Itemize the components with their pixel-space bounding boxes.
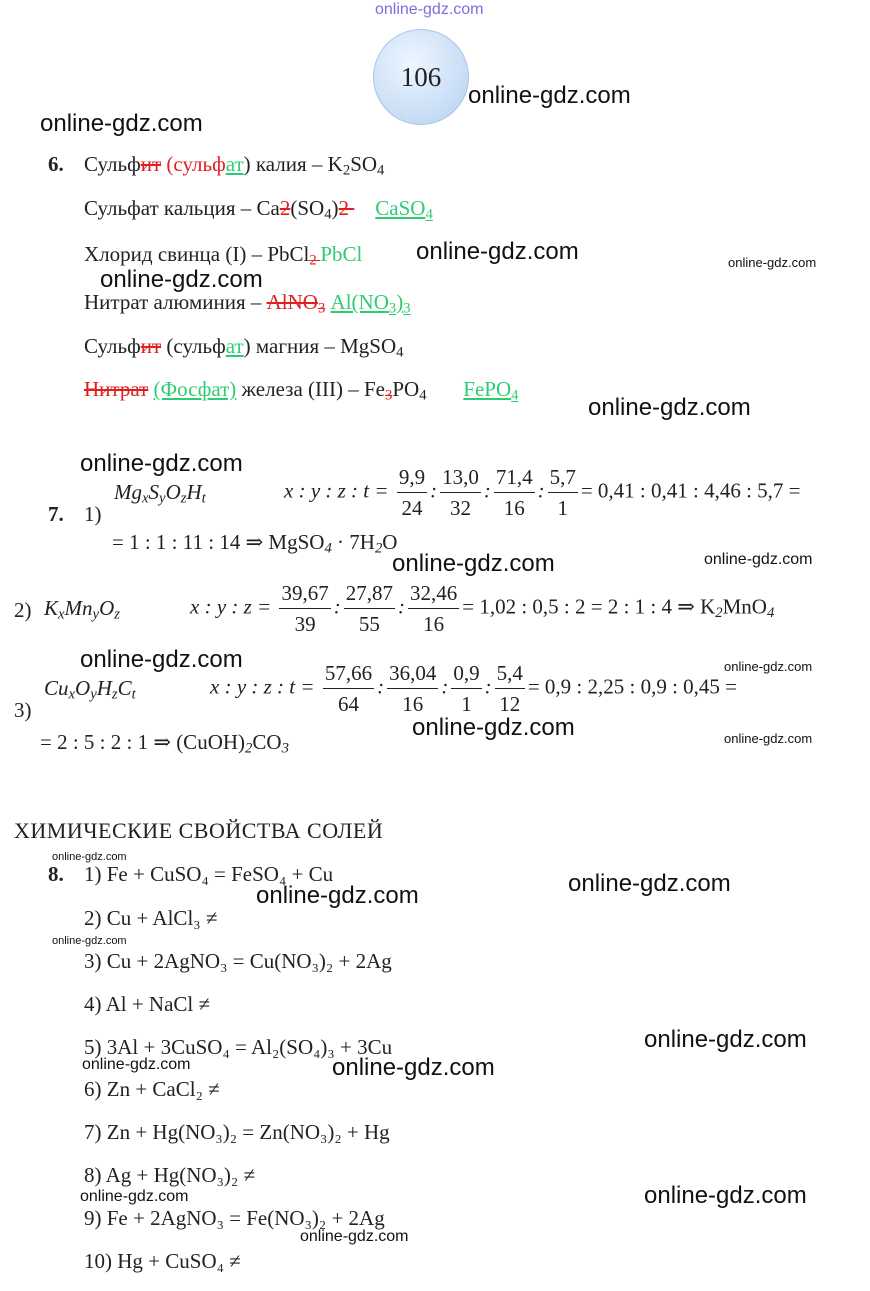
page-number-badge: 106 (373, 29, 469, 125)
task-8-item: 6) Zn + CaCl₂ ≠ (84, 1077, 220, 1101)
watermark: online-gdz.com (52, 851, 127, 863)
watermark: online-gdz.com (412, 714, 575, 741)
task-8-item: 2) Cu + AlCl₃ ≠ (84, 906, 218, 930)
task-8-number: 8. (48, 862, 64, 886)
task-8-item: 1) Fe + CuSO₄ = FeSO₄ + Cu (84, 862, 334, 886)
task-7-number: 7. (48, 502, 64, 526)
watermark: online-gdz.com (80, 450, 243, 477)
task-7-part-2-label: 2) (14, 598, 32, 622)
watermark: online-gdz.com (392, 550, 555, 577)
task-7-ratio-3: x : y : z : t = $\frac{57,66}{64}$ : $\frac{36,04}{16}$ : $\frac{0,9}{1}$ : $\frac{5,4}{12}$ = 0,9 : 2,25 : 0,9 : 0,45 = (210, 658, 737, 719)
watermark: online-gdz.com (644, 1182, 807, 1209)
task-6-line-2: Сульфат кальция – $Ca2(SO_4)2$ CaSO$_4$ (84, 196, 433, 223)
watermark: online-gdz.com (724, 659, 813, 674)
task-7-ratio-2: x : y : z = $\frac{39,67}{39}$ : $\frac{27,87}{55}$ : $\frac{32,46}{16}$ = 1,02 : 0,5 : 2 = 2 : 1 : 4 ⇒ $K_2MnO_4$ (190, 578, 774, 639)
watermark: online-gdz.com (256, 882, 419, 909)
task-6-line-1: Сульфит (сульфат) калия – $K_2SO_4$ (84, 152, 385, 179)
watermark: online-gdz.com (80, 646, 243, 673)
watermark: online-gdz.com (704, 551, 813, 568)
section-title: ХИМИЧЕСКИЕ СВОЙСТВА СОЛЕЙ (14, 818, 384, 843)
task-7-ratio-1: x : y : z : t = $\frac{9,9}{24}$ : $\frac{13,0}{32}$ : $\frac{71,4}{16}$ : $\frac{5,7}{1}$ = 0,41 : 0,41 : 4,46 : 5,7 = (284, 462, 801, 523)
task-7-formula-1: $Mg_xS_yO_zH_t$ (114, 480, 206, 507)
watermark: online-gdz.com (100, 266, 263, 293)
task-7-formula-3: $Cu_xO_yH_zC_t$ (44, 676, 136, 703)
watermark-top: online-gdz.com (375, 1, 484, 18)
watermark: online-gdz.com (728, 255, 817, 270)
task-8-item: 8) Ag + Hg(NO₃)₂ ≠ (84, 1163, 255, 1187)
task-7-result-1: = 1 : 1 : 11 : 14 ⇒ MgSO$_4$ · $7H_2O$ (112, 530, 398, 557)
watermark: online-gdz.com (80, 1188, 189, 1205)
task-7-result-3: = 2 : 5 : 2 : 1 ⇒ $(CuOH)_2CO_3$ (40, 730, 289, 757)
watermark: online-gdz.com (82, 1056, 191, 1073)
task-8-item: 9) Fe + 2AgNO₃ = Fe(NO₃)₂ + 2Ag (84, 1206, 385, 1230)
watermark: online-gdz.com (468, 82, 631, 109)
task-7-part-3-label: 3) (14, 698, 32, 722)
watermark: online-gdz.com (644, 1026, 807, 1053)
watermark: online-gdz.com (52, 935, 127, 947)
watermark: online-gdz.com (300, 1228, 409, 1245)
watermark: online-gdz.com (588, 394, 751, 421)
task-8-item: 10) Hg + CuSO₄ ≠ (84, 1249, 241, 1273)
task-8-item: 7) Zn + Hg(NO₃)₂ = Zn(NO₃)₂ + Hg (84, 1120, 390, 1144)
task-8-item: 3) Cu + 2AgNO₃ = Cu(NO₃)₂ + 2Ag (84, 949, 392, 973)
task-8-item: 5) 3Al + 3CuSO₄ = Al₂(SO₄)₃ + 3Cu (84, 1035, 393, 1059)
task-6-line-6: Нитрат (Фосфат) железа $(III) - Fe_3PO_4$ FePO$_4$ (84, 377, 519, 404)
task-8-item: 4) Al + NaCl ≠ (84, 992, 211, 1016)
watermark: online-gdz.com (416, 238, 579, 265)
watermark: online-gdz.com (332, 1054, 495, 1081)
task-6-number: 6. (48, 152, 64, 176)
watermark: online-gdz.com (724, 731, 813, 746)
task-7-part-1-label: 1) (84, 502, 102, 526)
watermark: online-gdz.com (568, 870, 731, 897)
task-6-line-5: Сульфит (сульфат) магния – MgSO$_4$ (84, 334, 404, 361)
task-7-formula-2: $K_xMn_yO_z$ (44, 596, 120, 623)
watermark: online-gdz.com (40, 110, 203, 137)
task-6-line-4: Нитрат алюминия – AlNO$_3$ $Al(NO_3)_3$ (84, 290, 411, 317)
task-6-line-3: Хлорид свинца (I) – PbCl$_2$ PbCl (84, 242, 363, 269)
